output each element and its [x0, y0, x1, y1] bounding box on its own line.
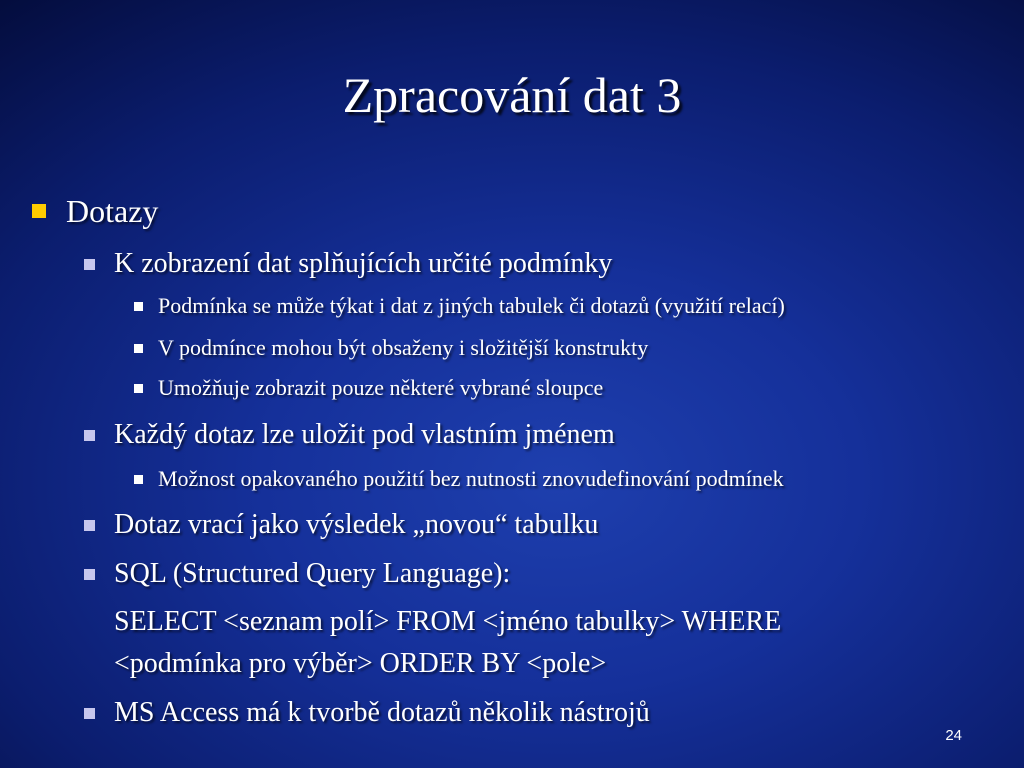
sql-select-line-2: <podmínka pro výběr> ORDER BY <pole> [114, 648, 607, 679]
bullet-dotazy: Dotazy [66, 193, 159, 229]
bullet-square-icon [134, 475, 143, 484]
bullet-opakovaneho: Možnost opakovaného použití bez nutnosti znovudefinování podmínek [158, 466, 784, 491]
bullet-square-icon [134, 384, 143, 393]
bullet-podminka-tykat: Podmínka se může týkat i dat z jiných tabulek či dotazů (využití relací) [158, 293, 785, 318]
bullet-square-icon [134, 344, 143, 353]
bullet-square-icon [84, 430, 95, 441]
bullet-sloupce: Umožňuje zobrazit pouze některé vybrané sloupce [158, 375, 604, 400]
bullet-zobrazeni: K zobrazení dat splňujících určité podmínky [114, 248, 613, 279]
bullet-vraci: Dotaz vrací jako výsledek „novou“ tabulku [114, 509, 599, 540]
bullet-ulozit: Každý dotaz lze uložit pod vlastním jménem [114, 419, 615, 450]
bullet-square-icon [84, 520, 95, 531]
bullet-sql: SQL (Structured Query Language): [114, 558, 511, 589]
bullet-square-icon [32, 204, 46, 218]
page-number: 24 [945, 727, 962, 744]
bullet-square-icon [84, 259, 95, 270]
bullet-slozitejsi: V podmínce mohou být obsaženy i složitější konstrukty [158, 335, 649, 360]
bullet-access: MS Access má k tvorbě dotazů několik nástrojů [114, 697, 650, 728]
bullet-square-icon [84, 569, 95, 580]
sql-select-line-1: SELECT <seznam polí> FROM <jméno tabulky> WHERE [114, 606, 782, 637]
bullet-square-icon [84, 708, 95, 719]
bullet-square-icon [134, 302, 143, 311]
slide-title: Zpracování dat 3 [342, 67, 682, 123]
